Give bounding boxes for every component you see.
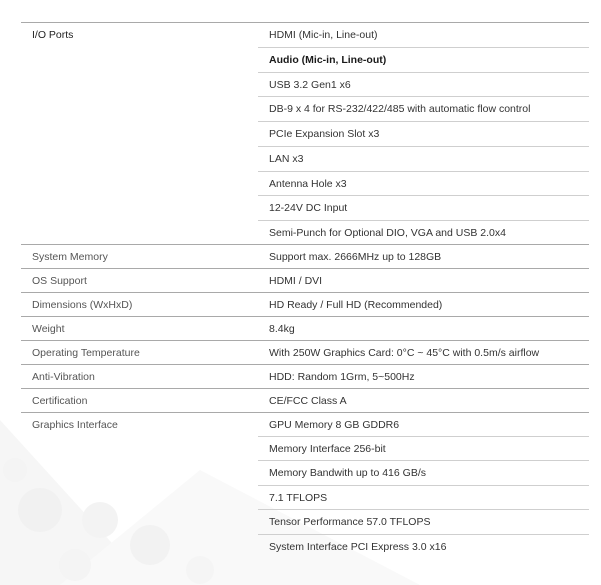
spec-row-dimensions (21, 292, 589, 316)
spec-value: DB-9 x 4 for RS-232/422/485 with automatic flow control (258, 96, 589, 121)
spec-values (258, 293, 589, 316)
spec-row-os-support (21, 268, 589, 292)
spec-values (258, 413, 589, 558)
spec-value: LAN x3 (258, 146, 589, 171)
spec-row-weight (21, 316, 589, 340)
spec-values (258, 245, 589, 268)
spec-values (258, 317, 589, 340)
spec-row-graphics-interface (21, 412, 589, 558)
spec-values (258, 23, 589, 244)
spec-value: Tensor Performance 57.0 TFLOPS (258, 509, 589, 534)
spec-label: Graphics Interface (32, 419, 118, 431)
spec-value: Memory Bandwith up to 416 GB/s (258, 460, 589, 485)
spec-value: 8.4kg (269, 322, 295, 335)
spec-values (258, 341, 589, 364)
spec-value: 7.1 TFLOPS (258, 485, 589, 509)
spec-label: Weight (32, 323, 65, 335)
spec-row-io-ports (21, 22, 589, 244)
spec-row-operating-temperature (21, 340, 589, 364)
spec-row-certification (21, 388, 589, 412)
spec-label: System Memory (32, 251, 108, 263)
spec-value: HD Ready / Full HD (Recommended) (269, 298, 443, 311)
spec-value: Audio (Mic-in, Line-out) (258, 47, 589, 72)
spec-value: With 250W Graphics Card: 0°C ~ 45°C with 0.5m/s airflow (269, 346, 540, 359)
spec-label: Anti-Vibration (32, 371, 95, 383)
spec-value: Semi-Punch for Optional DIO, VGA and USB 2.0x4 (258, 220, 589, 244)
spec-value: PCIe Expansion Slot x3 (258, 121, 589, 146)
spec-value: HDD: Random 1Grm, 5~500Hz (269, 370, 415, 383)
spec-values (258, 365, 589, 388)
spec-values (258, 389, 589, 412)
spec-value: Support max. 2666MHz up to 128GB (269, 250, 442, 263)
spec-value: Memory Interface 256-bit (258, 436, 589, 460)
spec-value: GPU Memory 8 GB GDDR6 (269, 418, 400, 431)
spec-row-anti-vibration (21, 364, 589, 388)
spec-value: System Interface PCI Express 3.0 x16 (258, 534, 589, 558)
spec-value: USB 3.2 Gen1 x6 (258, 72, 589, 96)
spec-value: Antenna Hole x3 (258, 171, 589, 195)
spec-label: Operating Temperature (32, 347, 140, 359)
spec-label: I/O Ports (32, 29, 74, 41)
spec-value: CE/FCC Class A (269, 394, 347, 407)
spec-label: OS Support (32, 275, 87, 287)
spec-row-system-memory (21, 244, 589, 268)
spec-label: Dimensions (WxHxD) (32, 299, 133, 311)
spec-table (21, 22, 589, 558)
spec-label: Certification (32, 395, 88, 407)
spec-value: HDMI / DVI (269, 274, 323, 287)
spec-values (258, 269, 589, 292)
spec-value: 12-24V DC Input (258, 195, 589, 220)
spec-value: HDMI (Mic-in, Line-out) (269, 29, 378, 41)
